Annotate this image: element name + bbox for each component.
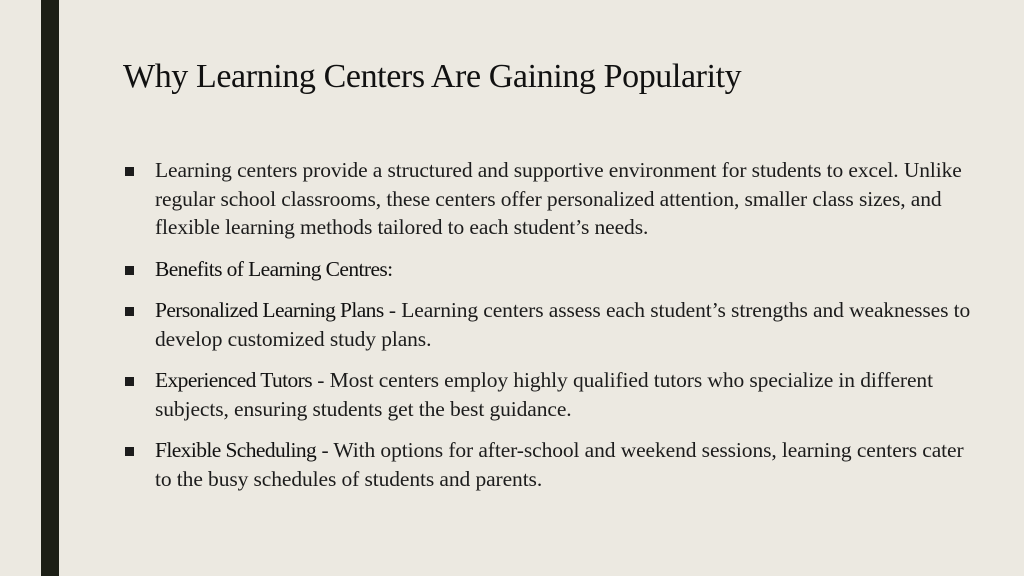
bullet-heading: Personalized Learning Plans	[155, 298, 384, 322]
square-bullet-icon	[125, 447, 134, 456]
bullet-heading: Benefits of Learning Centres:	[155, 256, 393, 281]
square-bullet-icon	[125, 266, 134, 275]
bullet-list	[124, 156, 974, 506]
bullet-separator: -	[316, 438, 334, 462]
bullet-text: Learning centers provide a structured and supportive environment for students to excel. Unlike regular school classrooms, these centers offer personalized attention, smaller class sizes, and flexible learning methods tailored to each student’s needs.	[155, 158, 962, 239]
bullet-flexible-scheduling	[124, 436, 974, 493]
bullet-benefits-heading	[124, 255, 974, 284]
slide-title: Why Learning Centers Are Gaining Popularity	[123, 58, 742, 95]
bullet-separator: -	[312, 368, 330, 392]
bullet-text: With options for after-school and weekend sessions, learning centers cater to the busy schedules of students and parents.	[155, 438, 964, 491]
square-bullet-icon	[125, 377, 134, 386]
bullet-heading: Experienced Tutors	[155, 368, 313, 392]
left-accent-bar	[41, 0, 59, 576]
square-bullet-icon	[125, 167, 134, 176]
bullet-text: Learning centers assess each student’s strengths and weaknesses to develop customized study plans.	[155, 298, 971, 351]
bullet-intro	[124, 156, 974, 242]
bullet-experienced-tutors	[124, 366, 974, 423]
bullet-separator: -	[383, 298, 402, 322]
bullet-text: Most centers employ highly qualified tutors who specialize in different subjects, ensuring students get the best guidance.	[155, 368, 933, 421]
bullet-heading: Flexible Scheduling	[155, 438, 317, 462]
bullet-personalized-learning	[124, 296, 974, 353]
square-bullet-icon	[125, 307, 134, 316]
